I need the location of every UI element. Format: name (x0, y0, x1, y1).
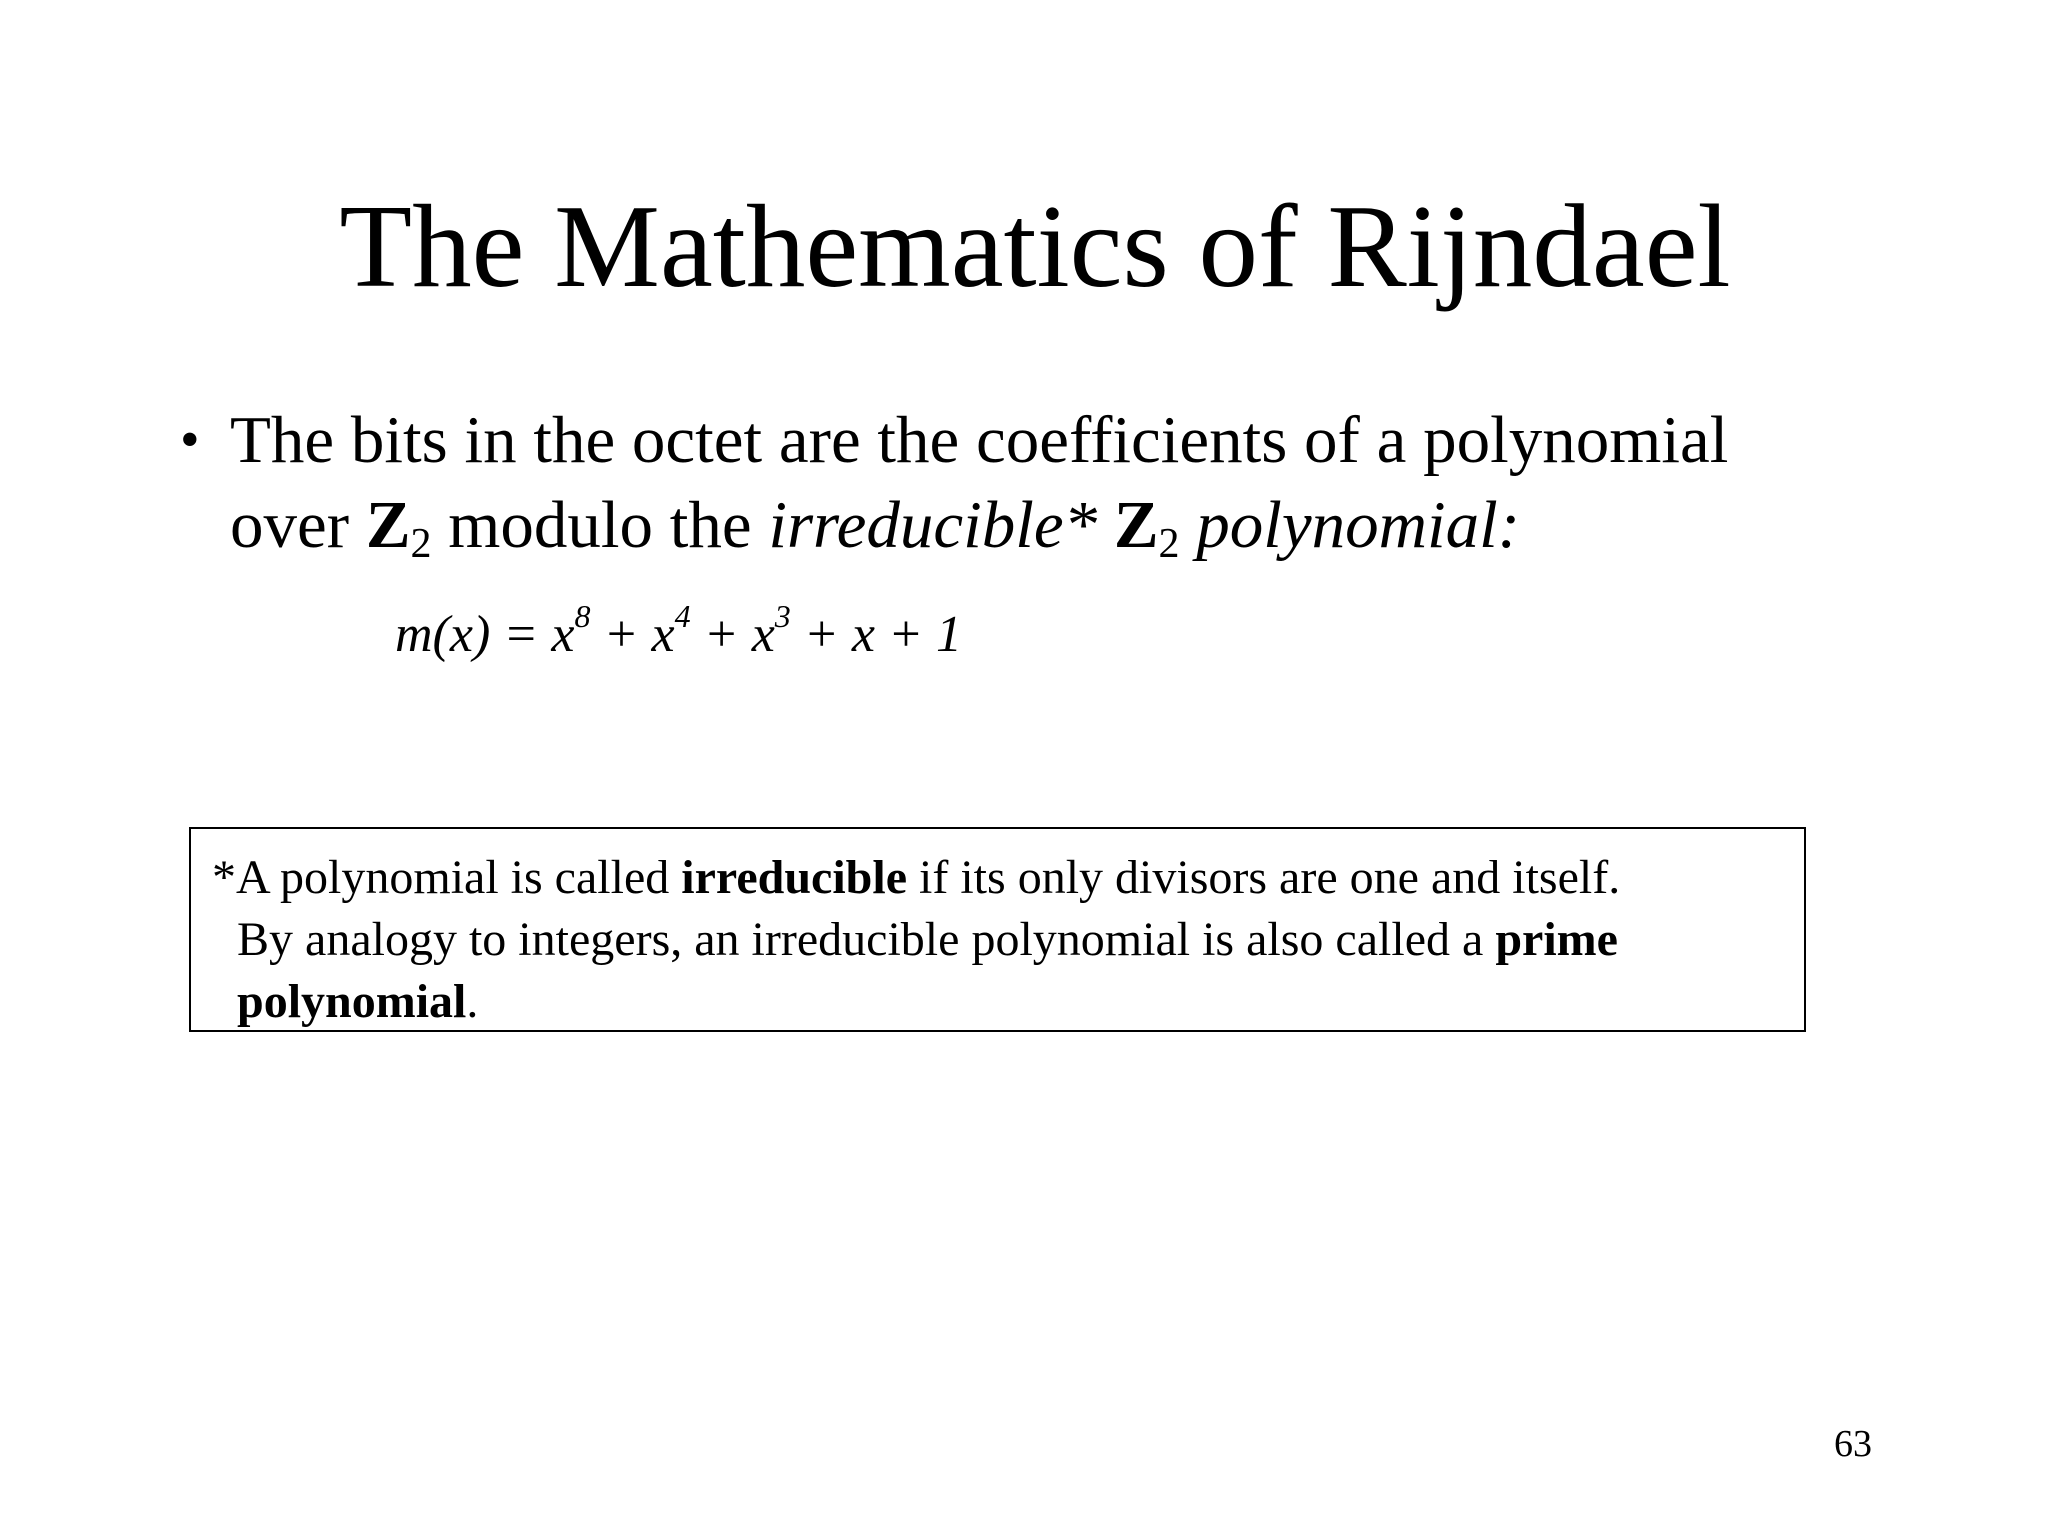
bullet-text (230, 398, 1880, 568)
bullet-line-1: The bits in the octet are the coefficients of a polynomial (230, 403, 1729, 477)
irreducible-term: irreducible* (768, 488, 1098, 562)
slide-title: The Mathematics of Rijndael (339, 180, 1731, 312)
footnote-line-1: *A polynomial is called irreducible if its only divisors are one and itself. (212, 851, 1621, 904)
page-number: 63 (1834, 1423, 1872, 1465)
footnote-line-2: By analogy to integers, an irreducible polynomial is also called a prime (237, 913, 1618, 966)
z2-symbol: $Z_2$ (365, 488, 432, 567)
polynomial-term: polynomial: (1179, 488, 1521, 562)
bullet-modulo-text: modulo the (431, 488, 769, 562)
bullet-over-text: over (230, 488, 366, 562)
irreducible-bold: irreducible (681, 851, 908, 904)
polynomial-formula: $m(x) = x^8 + x^4 + x^3 + x + 1$ (395, 598, 963, 663)
bullet-line-2 (230, 483, 1880, 568)
footnote-line-3: polynomial. (237, 975, 479, 1028)
bullet-dot-icon: • (180, 409, 200, 471)
footnote-box (189, 827, 1806, 1032)
z2-symbol-2: $Z_2$ (1113, 488, 1180, 567)
prime-bold: prime (1495, 913, 1618, 966)
polynomial-bold: polynomial (237, 975, 467, 1028)
